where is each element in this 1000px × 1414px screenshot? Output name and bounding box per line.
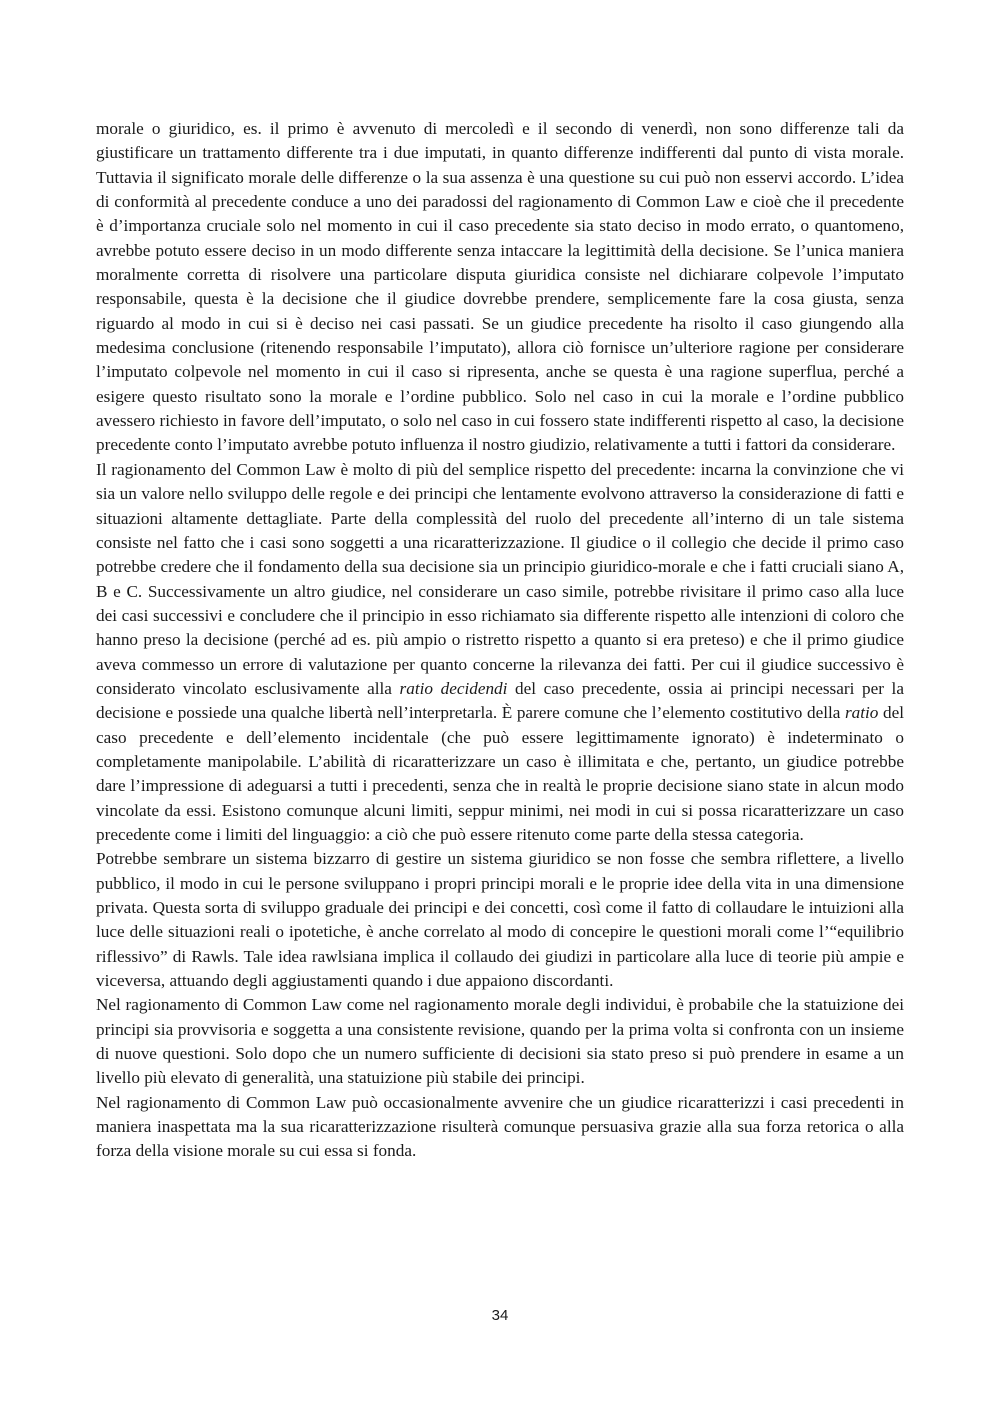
paragraph: [96, 993, 904, 1090]
paragraph: [96, 1091, 904, 1164]
paragraph-text: Potrebbe sembrare un sistema bizzarro di gestire un sistema giuridico se non fosse che sembra riflettere, a livello pubblico, il modo in cui le persone sviluppano i propri principi morali e le proprie idee della vita in una dimensione privata. Questa sorta di sviluppo graduale dei principi e dei concetti, così come il fatto di collaudare le intuizioni alla luce delle situazioni reali o ipotetiche, è anche correlato al modo di concepire le questioni morali come l’“equilibrio riflessivo” di Rawls. Tale idea rawlsiana implica il collaudo dei giudizi in particolare alla luce di teorie più ampie e viceversa, attuando degli aggiustamenti quando i due appaiono discordanti.: [96, 849, 904, 991]
italic-term-ratio-decidendi: ratio decidendi: [399, 678, 508, 698]
paragraph-text: Nel ragionamento di Common Law può occasionalmente avvenire che un giudice ricaratterizzi i casi precedenti in maniera inaspettata ma la sua ricaratterizzazione risulterà comunque persuasiva grazie alla sua forza retorica o alla forza della visione morale su cui essa si fonda.: [96, 1092, 904, 1161]
paragraph-text: morale o giuridico, es. il primo è avvenuto di mercoledì e il secondo di venerdì, non sono differenze tali da giustificare un trattamento differente tra i due imputati, in quanto differenze indifferenti dal punto di vista morale. Tuttavia il significato morale delle differenze o la sua assenza è una questione su cui può non esservi accordo. L’idea di conformità al precedente conduce a uno dei paradossi del ragionamento di Common Law e cioè che il precedente è d’importanza cruciale solo nel momento in cui il caso precedente sia stato deciso in modo errato, o quantomeno, avrebbe potuto essere deciso in un modo differente senza intaccare la legittimità della decisione. Se l’unica maniera moralmente corretta di risolvere una particolare disputa giuridica consiste nel dichiarare colpevole l’imputato responsabile, questa è la decisione che il giudice dovrebbe prendere, semplicemente fare la cosa giusta, senza riguardo al modo in cui si è deciso nei casi passati. Se un giudice precedente ha risolto il caso giungendo alla medesima conclusione (ritenendo responsabile l’imputato), allora ciò fornisce un’ulteriore ragione per considerare l’imputato colpevole nel momento in cui il caso si ripresenta, anche se questa è una ragione superflua, perché a esigere questo risultato sono la morale e l’ordine pubblico. Solo nel caso in cui la morale e l’ordine pubblico avessero richiesto in favore dell’imputato, o solo nel caso in cui fossero state indifferenti rispetto al caso, la decisione precedente conto l’imputato avrebbe potuto influenza il nostro giudizio, relativamente a tutti i fattori da considerare.: [96, 119, 904, 455]
page-number: 34: [491, 1307, 509, 1324]
paragraph-text: Nel ragionamento di Common Law come nel ragionamento morale degli individui, è probabile che la statuizione dei principi sia provvisoria e soggetta a una consistente revisione, quando per la prima volta si confronta con un insieme di nuove questioni. Solo dopo che un numero sufficiente di decisioni sia stato preso si può prendere in esame a un livello più elevato di generalità, una statuizione più stabile dei principi.: [96, 995, 904, 1088]
paragraph: [96, 458, 904, 848]
paragraph-text: del caso precedente e dell’elemento incidentale (che può essere legittimamente ignorato) è indeterminato o completamente manipolabile. L’abilità di ricaratterizzare un caso è illimitata e che, pertanto, un giudice potrebbe dare l’impressione di adeguarsi a tutti i precedenti, senza che in realtà le proprie decisione siano state in alcun modo vincolate da essi. Esistono comunque alcuni limiti, seppur minimi, nei modi in cui si possa ricaratterizzare un caso precedente come i limiti del linguaggio: a ciò che può essere ritenuto come parte della stessa categoria.: [96, 703, 904, 844]
paragraph-text: del caso precedente, ossia ai principi necessari per la decisione e possiede una qualche libertà nell’interpretarla. È parere comune che l’elemento costitutivo della: [96, 678, 904, 723]
page-body: [96, 117, 904, 1164]
paragraph-text: Il ragionamento del Common Law è molto di più del semplice rispetto del precedente: incarna la convinzione che vi sia un valore nello sviluppo delle regole e dei principi che lentamente evolvono attraverso la considerazione di fatti e situazioni altamente dettagliate. Parte della complessità del ruolo del precedente all’interno di un tale sistema consiste nel fatto che i casi sono soggetti a una ricaratterizzazione. Il giudice o il collegio che decide il primo caso potrebbe credere che il fondamento della sua decisione sia un principio giuridico-morale e che i fatti cruciali siano A, B e C. Successivamente un altro giudice, nel considerare un caso simile, potrebbe rivisitare il primo caso alla luce dei casi successivi e concludere che il principio in esso richiamato sia differente rispetto alle intenzioni di coloro che hanno preso la decisione (perché ad es. più ampio o ristretto rispetto a quanto si era preteso) e che il primo giudice aveva commesso un errore di valutazione per quanto concerne la rilevanza dei fatti. Per cui il giudice successivo è considerato vincolato esclusivamente alla: [96, 459, 904, 698]
italic-term-ratio: ratio: [844, 703, 879, 723]
paragraph: [96, 847, 904, 993]
paragraph: [96, 117, 904, 458]
